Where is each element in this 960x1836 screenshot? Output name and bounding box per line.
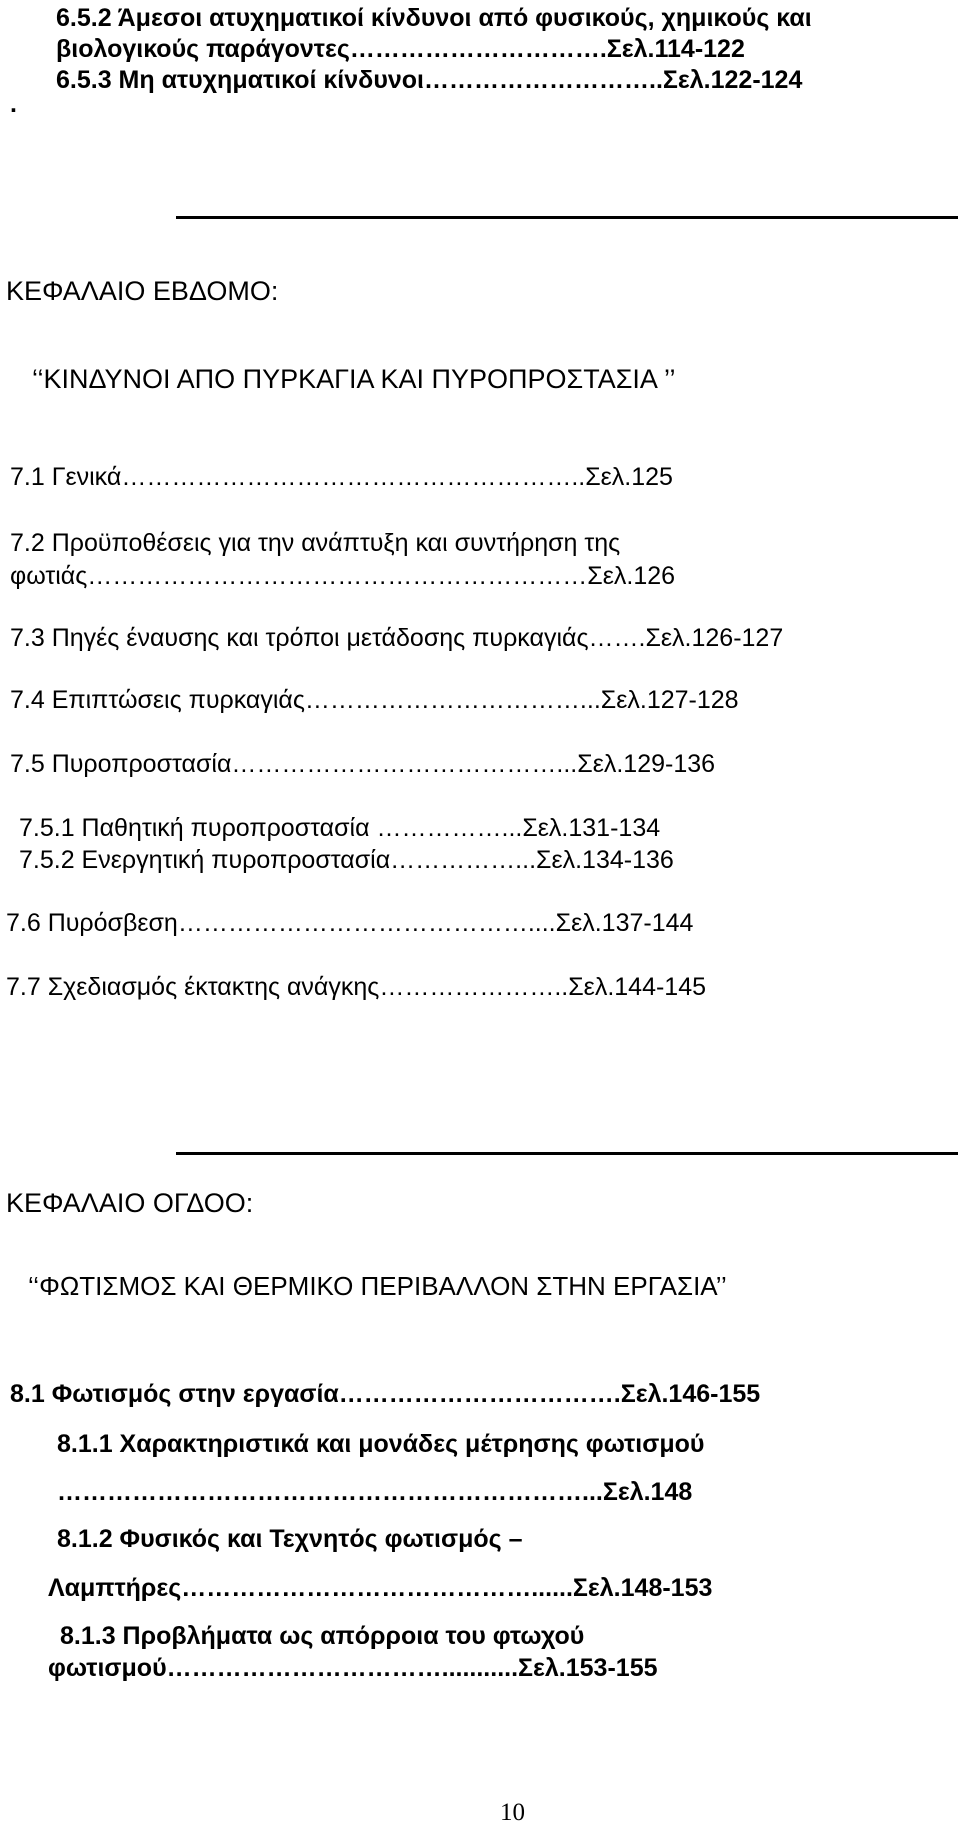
toc-entry-7-2-line1: 7.2 Προϋποθέσεις για την ανάπτυξη και συντήρηση της bbox=[10, 529, 621, 557]
toc-entry-6-5-2-line1: 6.5.2 Άμεσοι ατυχηματικοί κίνδυνοι από φυσικούς, χημικούς και bbox=[56, 4, 812, 32]
toc-entry-8-1: 8.1 Φωτισμός στην εργασία…………………………….Σελ.146-155 bbox=[10, 1380, 761, 1408]
toc-entry-7-5-1: 7.5.1 Παθητική πυροπροστασία ……………...Σελ.131-134 bbox=[19, 814, 661, 842]
toc-entry-7-6: 7.6 Πυρόσβεση……………………………………....Σελ.137-144 bbox=[6, 909, 694, 937]
toc-entry-7-2-line2: φωτιάς……………………………………………………Σελ.126 bbox=[10, 562, 676, 590]
chapter-8-heading: ΚΕΦΑΛΑΙΟ ΟΓΔΟΟ: bbox=[6, 1188, 254, 1218]
toc-entry-7-7: 7.7 Σχεδιασμός έκτακτης ανάγκης…………………..Σελ.144-145 bbox=[6, 973, 707, 1001]
toc-entry-7-5-2: 7.5.2 Ενεργητική πυροπροστασία……………...Σελ.134-136 bbox=[19, 846, 674, 874]
toc-entry-6-5-2-line2: βιολογικούς παράγοντες………………………….Σελ.114-122 bbox=[56, 35, 745, 63]
chapter-7-heading: ΚΕΦΑΛΑΙΟ ΕΒΔΟΜΟ: bbox=[6, 276, 279, 306]
toc-entry-7-1: 7.1 Γενικά………………………………………………..Σελ.125 bbox=[10, 463, 673, 491]
toc-entry-7-3: 7.3 Πηγές έναυσης και τρόποι μετάδοσης πυρκαγιάς…….Σελ.126-127 bbox=[10, 624, 784, 652]
chapter-7-subtitle: ‘‘ΚΙΝΔΥΝΟΙ ΑΠΟ ΠΥΡΚΑΓΙΑ ΚΑΙ ΠΥΡΟΠΡΟΣΤΑΣΙΑ ’’ bbox=[32, 364, 676, 394]
toc-entry-8-1-1-line2: ………………………………………………………...Σελ.148 bbox=[57, 1478, 693, 1506]
chapter-divider-8 bbox=[176, 1152, 958, 1155]
toc-entry-7-5: 7.5 Πυροπροστασία…………………………………...Σελ.129-136 bbox=[10, 750, 716, 778]
chapter-divider-7 bbox=[176, 216, 958, 219]
stray-dot: . bbox=[10, 90, 17, 118]
page-number: 10 bbox=[500, 1799, 525, 1826]
toc-entry-8-1-1-line1: 8.1.1 Χαρακτηριστικά και μονάδες μέτρησης φωτισμού bbox=[57, 1430, 705, 1458]
toc-entry-6-5-3: 6.5.3 Μη ατυχηματικοί κίνδυνοι………………………..Σελ.122-124 bbox=[56, 66, 803, 94]
toc-entry-8-1-2-line2: Λαμπτήρες……………………………………......Σελ.148-153 bbox=[48, 1574, 713, 1602]
toc-entry-8-1-3-line1: 8.1.3 Προβλήματα ως απόρροια του φτωχού bbox=[60, 1622, 585, 1650]
toc-entry-8-1-2-line1: 8.1.2 Φυσικός και Τεχνητός φωτισμός – bbox=[57, 1525, 523, 1553]
toc-entry-7-4: 7.4 Επιπτώσεις πυρκαγιάς……………………………...Σελ.127-128 bbox=[10, 686, 739, 714]
chapter-8-subtitle: ‘‘ΦΩΤΙΣΜΟΣ ΚΑΙ ΘΕΡΜΙΚΟ ΠΕΡΙΒΑΛΛΟΝ ΣΤΗΝ ΕΡΓΑΣΙΑ’’ bbox=[28, 1271, 727, 1301]
toc-entry-8-1-3-line2: φωτισμού……………………………...........Σελ.153-155 bbox=[48, 1654, 658, 1682]
